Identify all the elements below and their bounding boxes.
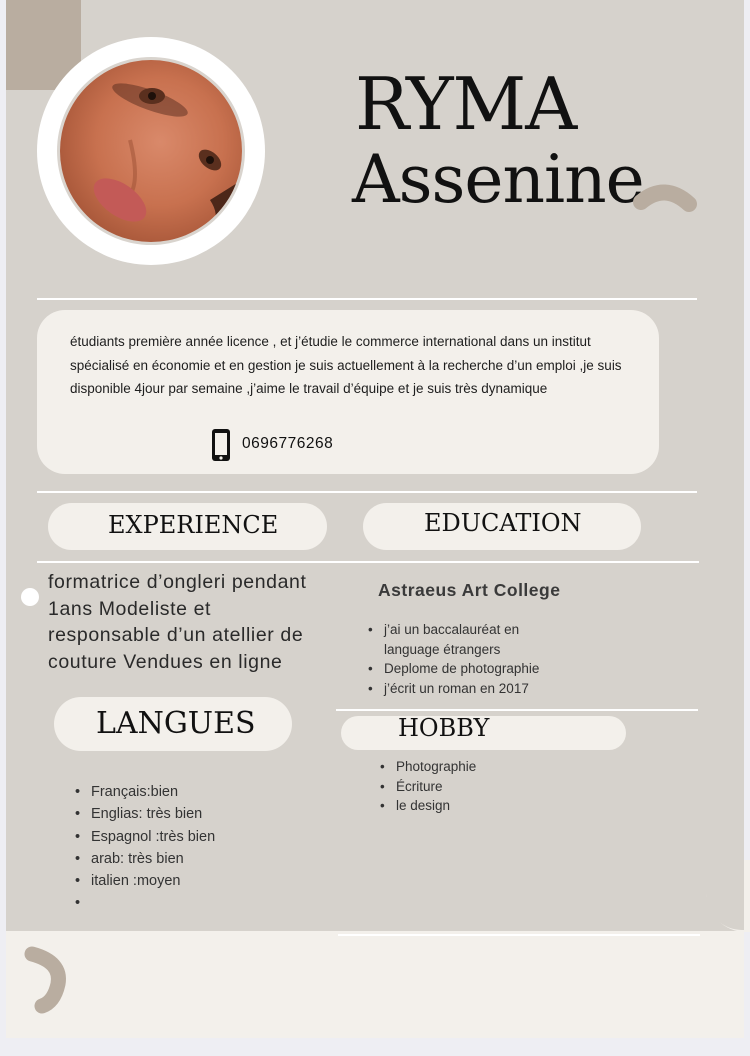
education-list	[368, 620, 568, 716]
list-item: • Englias: très bien	[75, 803, 315, 825]
list-item: • le design	[380, 796, 580, 816]
bottom-band	[6, 931, 744, 1038]
list-item: • arab: très bien	[75, 848, 315, 870]
languages-title: LANGUES	[96, 706, 256, 741]
list-item: • j’écrit un roman en 2017	[368, 679, 568, 699]
divider-line	[336, 709, 698, 711]
list-item: • Espagnol :très bien	[75, 826, 315, 848]
divider-line	[338, 934, 700, 936]
list-item: • italien :moyen	[75, 870, 315, 892]
hobby-list	[380, 757, 580, 816]
school-name: Astraeus Art College	[378, 580, 561, 600]
experience-title: EXPERIENCE	[108, 511, 279, 539]
divider-line	[37, 491, 697, 493]
list-item: • Photographie	[380, 757, 580, 777]
experience-text: formatrice d’ongleri pendant 1ans Modeliste et responsable d’un atellier de couture Vendues en ligne	[48, 571, 307, 673]
profile-photo	[60, 60, 242, 242]
arc-decoration-bottom	[20, 940, 80, 1020]
about-text: étudiants première année licence , et j’étudie le commerce international dans un institut spécialisé en économie et en gestion je suis actuellement à la recherche d’un emploi ,je suis disponible 4jour par semaine ,j’aime le travail d’équipe et je suis très dynamique	[70, 334, 622, 396]
first-name: RYMA	[355, 62, 577, 146]
bullet-dot	[21, 588, 39, 606]
list-item	[75, 892, 315, 914]
list-item: • Deplome de photographie	[368, 659, 568, 679]
languages-list	[75, 781, 315, 915]
divider-line	[37, 298, 697, 300]
divider-line	[37, 561, 699, 563]
list-item: • j’ai un baccalauréat en language étrangers	[368, 620, 568, 659]
phone-number: 0696776268	[242, 435, 334, 452]
list-item: • Écriture	[380, 777, 580, 797]
list-item: • Français:bien	[75, 781, 315, 803]
hobby-title: HOBBY	[398, 714, 490, 742]
last-name: Assenine	[352, 141, 644, 218]
arc-decoration-top	[625, 170, 703, 248]
education-title: EDUCATION	[424, 509, 582, 537]
smartphone-icon	[210, 428, 232, 462]
